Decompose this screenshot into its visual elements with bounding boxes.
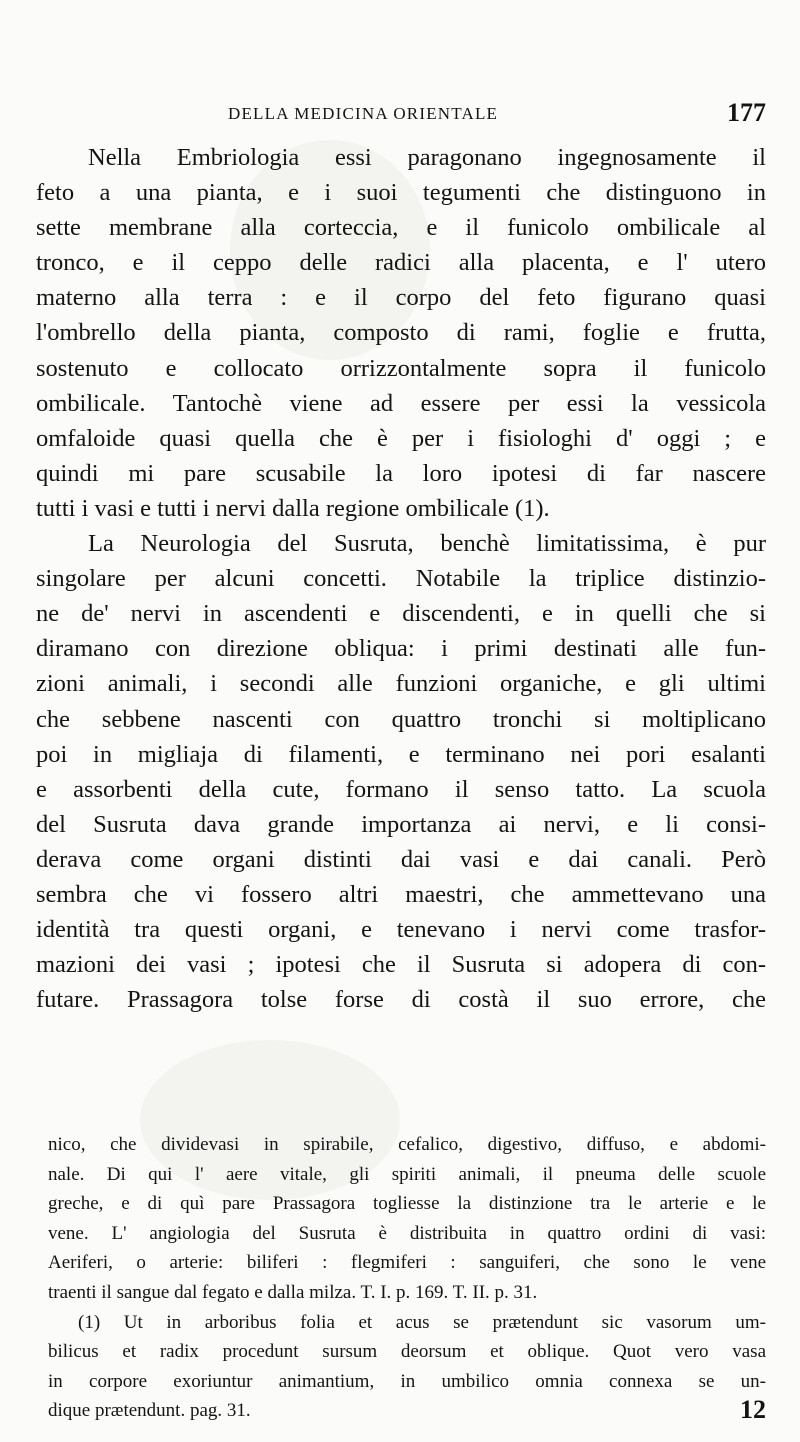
footnote-line: Aeriferi, o arterie: biliferi : flegmiferi : sanguiferi, che sono le vene xyxy=(48,1252,766,1274)
footnote-line: bilicus et radix procedunt sursum deorsum et oblique. Quot vero vasa xyxy=(48,1341,766,1363)
text-line: Nella Embriologia essi paragonano ingegnosamente il xyxy=(88,144,766,171)
text-line: sembra che vi fossero altri maestri, che ammettevano una xyxy=(36,880,766,908)
signature-mark: 12 xyxy=(740,1395,766,1424)
text-line: singolare per alcuni concetti. Notabile la triplice distinzio- xyxy=(36,565,766,593)
text-line: La Neurologia del Susruta, benchè limitatissima, è pur xyxy=(88,530,766,558)
page-number: 177 xyxy=(727,98,766,127)
footnote-line: traenti il sangue dal fegato e dalla milza. T. I. p. 169. T. II. p. 31. xyxy=(48,1281,538,1303)
text-line: sostenuto e collocato orrizzontalmente sopra il funicolo xyxy=(36,354,766,382)
main-text xyxy=(36,140,766,1017)
text-line: l'ombrello della pianta, composto di rami, foglie e frutta, xyxy=(36,319,766,347)
text-line: identità tra questi organi, e tenevano i nervi come trasfor- xyxy=(36,916,766,944)
text-line: poi in migliaja di filamenti, e terminano nei pori esalanti xyxy=(36,740,766,768)
text-line: quindi mi pare scusabile la loro ipotesi di far nascere xyxy=(36,459,766,487)
text-line: tronco, e il ceppo delle radici alla placenta, e l' utero xyxy=(36,249,766,277)
text-line: ombilicale. Tantochè viene ad essere per essi la vessicola xyxy=(36,389,766,417)
footnote-line: (1) Ut in arboribus folia et acus se prætendunt sic vasorum um- xyxy=(78,1311,766,1333)
footnote-line: dique prætendunt. pag. 31. xyxy=(48,1400,251,1422)
text-line: ne de' nervi in ascendenti e discendenti, e in quelli che si xyxy=(36,600,766,628)
text-line: zioni animali, i secondi alle funzioni organiche, e gli ultimi xyxy=(36,670,766,698)
page-header xyxy=(36,98,766,132)
text-line: tutti i vasi e tutti i nervi dalla regione ombilicale (1). xyxy=(36,494,550,522)
footnote-line: nico, che dividevasi in spirabile, cefalico, digestivo, diffuso, e abdomi- xyxy=(48,1134,766,1155)
text-line: diramano con direzione obliqua: i primi destinati alle fun- xyxy=(36,635,766,663)
text-line: del Susruta dava grande importanza ai nervi, e li consi- xyxy=(36,810,766,838)
text-line: futare. Prassagora tolse forse di costà il suo errore, che xyxy=(36,986,766,1014)
text-line: e assorbenti della cute, formano il senso tatto. La scuola xyxy=(36,775,766,803)
running-head: DELLA MEDICINA ORIENTALE xyxy=(228,104,499,123)
text-line: feto a una pianta, e i suoi tegumenti che distinguono in xyxy=(36,179,766,207)
text-line: materno alla terra : e il corpo del feto figurano quasi xyxy=(36,284,766,312)
footnote-line: nale. Di qui l' aere vitale, gli spiriti animali, il pneuma delle scuole xyxy=(48,1163,766,1185)
footnote-line: in corpore exoriuntur animantium, in umbilico omnia connexa se un- xyxy=(48,1370,766,1392)
footnote-line: greche, e di quì pare Prassagora togliesse la distinzione tra le arterie e le xyxy=(48,1193,766,1215)
footnote-line: vene. L' angiologia del Susruta è distribuita in quattro ordini di vasi: xyxy=(48,1222,766,1244)
text-line: che sebbene nascenti con quattro tronchi si moltiplicano xyxy=(36,705,766,733)
text-line: omfaloide quasi quella che è per i fisiologhi d' oggi ; e xyxy=(36,424,766,452)
text-line: mazioni dei vasi ; ipotesi che il Susruta si adopera di con- xyxy=(36,951,766,979)
text-line: derava come organi distinti dai vasi e dai canali. Però xyxy=(36,845,766,873)
text-line: sette membrane alla corteccia, e il funicolo ombilicale al xyxy=(36,214,766,242)
footnotes xyxy=(48,1130,766,1426)
